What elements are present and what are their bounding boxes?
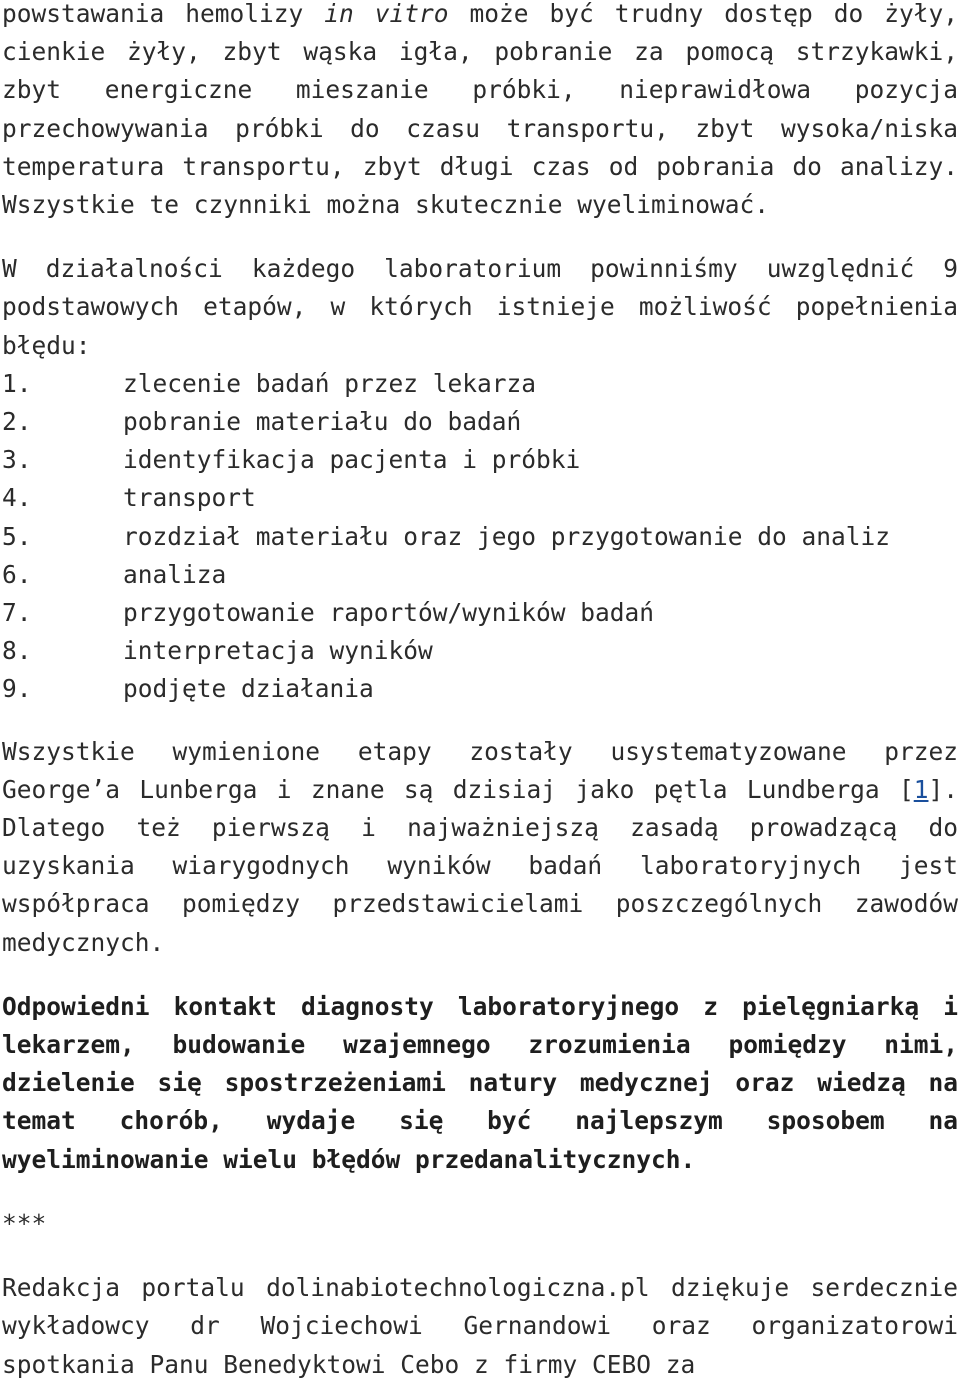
list-item-number: 2.: [2, 407, 32, 437]
list-item-text: podjęte działania: [123, 674, 374, 704]
article-body: [2, 0, 958, 1384]
list-item: [2, 365, 958, 403]
list-item-text: identyfikacja pacjenta i próbki: [123, 445, 581, 475]
paragraph-hemolysis-factors: [2, 0, 958, 224]
list-item-number: 8.: [2, 636, 32, 666]
list-item: [2, 670, 958, 708]
paragraph-text: Wszystkie wymienione etapy zostały usystematyzowane przez George’a Lunberga i znane są dzisiaj jako pętla Lundberga [: [2, 736, 958, 804]
list-item: [2, 594, 958, 632]
list-item: [2, 556, 958, 594]
list-item: [2, 441, 958, 479]
paragraph-lab-stages-intro: W działalności każdego laboratorium powinniśmy uwzględnić 9 podstawowych etapów, w których istnieje możliwość popełnienia błędu:: [2, 254, 958, 360]
list-item-text: zlecenie badań przez lekarza: [123, 368, 537, 398]
reference-link[interactable]: 1: [913, 774, 929, 804]
paragraph-text: może być trudny dostęp do żyły, cienkie żyły, zbyt wąska igła, pobranie za pomocą strzykawki, zbyt energiczne mieszanie próbki, nieprawidłowa pozycja przechowywania próbki do czasu transportu, zbyt wysoka/niska temperatura transportu, zbyt długi czas od pobrania do analizy. Wszystkie te czynniki można skutecznie wyeliminować.: [2, 0, 958, 220]
paragraph-lundberg-loop: [2, 733, 958, 962]
lab-stages-list: [2, 365, 958, 709]
paragraph-acknowledgement: Redakcja portalu dolinabiotechnologiczna.pl dziękuje serdecznie wykładowcy dr Wojciechowi Gernandowi oraz organizatorowi spotkania Panu Benedyktowi Cebo z firmy CEBO za: [2, 1273, 958, 1379]
list-item-text: przygotowanie raportów/wyników badań: [123, 598, 655, 628]
list-item-number: 9.: [2, 674, 32, 704]
section-separator: ***: [2, 1208, 47, 1238]
list-item-number: 5.: [2, 521, 32, 551]
list-item-text: interpretacja wyników: [123, 636, 433, 666]
list-item: [2, 518, 958, 556]
list-item: [2, 479, 958, 517]
list-item-text: transport: [123, 483, 256, 513]
list-item: [2, 403, 958, 441]
paragraph-text: ]. Dlatego też pierwszą i najważniejszą zasadą prowadzącą do uzyskania wiarygodnych wyników badań laboratoryjnych jest współpraca pomiędzy przedstawicielami poszczególnych zawodów medycznych.: [2, 774, 958, 957]
list-item-number: 3.: [2, 445, 32, 475]
list-item-text: pobranie materiału do badań: [123, 407, 522, 437]
list-item: [2, 632, 958, 670]
list-item-text: analiza: [123, 559, 227, 589]
list-item-number: 4.: [2, 483, 32, 513]
paragraph-bold-conclusion: Odpowiedni kontakt diagnosty laboratoryjnego z pielęgniarką i lekarzem, budowanie wzajemnego zrozumienia pomiędzy nimi, dzielenie się spostrzeżeniami natury medycznej oraz wiedzą na temat chorób, wydaje się być najlepszym sposobem na wyeliminowanie wielu błędów przedanalitycznych.: [2, 991, 958, 1174]
list-item-number: 6.: [2, 559, 32, 589]
italic-term: in vitro: [324, 0, 449, 28]
paragraph-text: powstawania hemolizy: [2, 0, 325, 28]
list-item-number: 1.: [2, 368, 32, 398]
list-item-number: 7.: [2, 598, 32, 628]
list-item-text: rozdział materiału oraz jego przygotowanie do analiz: [123, 521, 891, 551]
